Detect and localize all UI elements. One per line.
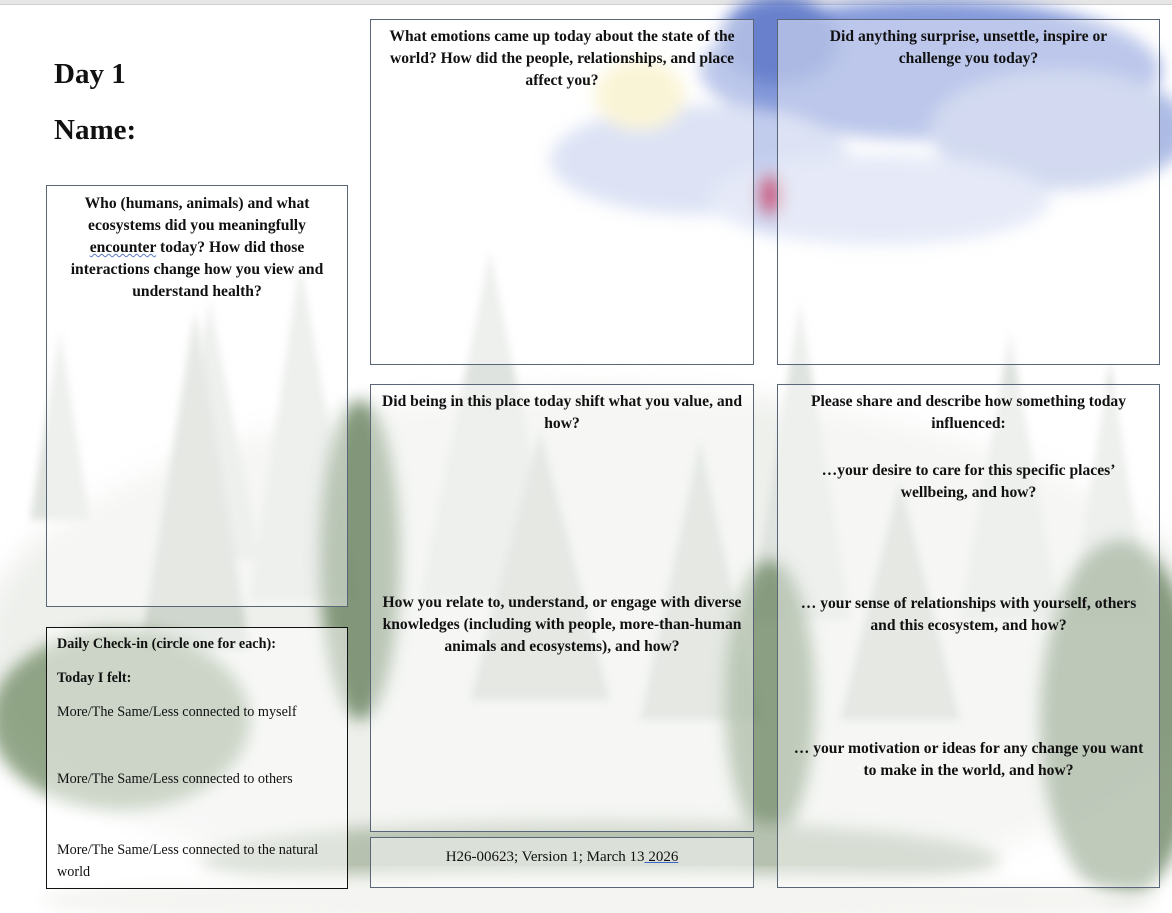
emotions-question: What emotions came up today about the state of the world? How did the people, relationships, and place affect you? <box>389 28 735 89</box>
knowledges-question: How you relate to, understand, or engage with diverse knowledges (including with people, more-than-human animals and ecosystems), and how? <box>382 594 742 655</box>
value-knowledge-question-box[interactable] <box>370 384 754 832</box>
spellcheck-underlined-word: encounter <box>89 239 157 256</box>
daily-checkin-box <box>46 627 348 889</box>
document-version-footer <box>370 837 754 888</box>
surprise-question-box[interactable] <box>777 19 1160 365</box>
name-label: Name: <box>54 114 137 146</box>
encounter-question-box[interactable] <box>46 185 348 607</box>
influence-care-question: …your desire to care for this specific places’ wellbeing, and how? <box>821 462 1116 501</box>
encounter-question: Who (humans, animals) and what ecosystems did you meaningfully encounter today? How did those interactions change how you view and understand health? <box>70 195 324 300</box>
influence-intro: Please share and describe how something today influenced: <box>810 393 1127 432</box>
surprise-question: Did anything surprise, unsettle, inspire or challenge you today? <box>829 28 1108 67</box>
influence-motivation-question: … your motivation or ideas for any change you want to make in the world, and how? <box>793 740 1144 779</box>
value-shift-question: Did being in this place today shift what you value, and how? <box>381 393 743 432</box>
checkin-option-others[interactable]: More/The Same/Less connected to others <box>57 771 293 787</box>
day-heading: Day 1 <box>54 58 126 90</box>
checkin-today-label: Today I felt: <box>57 670 132 686</box>
checkin-title: Daily Check-in (circle one for each): <box>57 636 276 652</box>
influence-question-box[interactable] <box>777 384 1160 888</box>
checkin-option-myself[interactable]: More/The Same/Less connected to myself <box>57 704 297 720</box>
checkin-option-natural-world[interactable]: More/The Same/Less connected to the natural world <box>57 842 319 880</box>
influence-relationships-question: … your sense of relationships with yourself, others and this ecosystem, and how? <box>800 595 1137 634</box>
emotions-question-box[interactable] <box>370 19 754 365</box>
version-year: 2026 <box>644 849 679 865</box>
version-text: H26-00623; Version 1; March 13 <box>445 849 645 865</box>
